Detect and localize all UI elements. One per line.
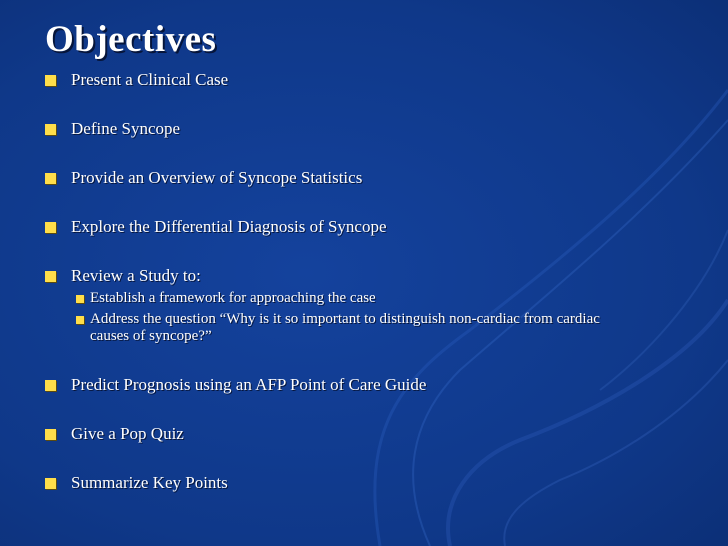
list-item — [45, 167, 362, 189]
list-item-label: Review a Study to: — [71, 266, 201, 285]
square-bullet-icon — [76, 316, 84, 324]
list-item-label: Predict Prognosis using an AFP Point of Care Guide — [71, 375, 427, 394]
list-item — [45, 374, 426, 396]
list-item-label: Give a Pop Quiz — [71, 424, 184, 443]
list-item — [45, 423, 184, 445]
square-bullet-icon — [45, 380, 56, 391]
list-item — [45, 265, 201, 287]
list-item-label: Present a Clinical Case — [71, 70, 229, 89]
list-item-label: Explore the Differential Diagnosis of Syncope — [71, 217, 387, 236]
list-item — [45, 69, 228, 91]
square-bullet-icon — [45, 124, 56, 135]
sub-list-item — [76, 311, 600, 345]
square-bullet-icon — [45, 429, 56, 440]
list-item-label: Define Syncope — [71, 119, 181, 138]
sub-list-item-label: Address the question “Why is it so important to distinguish non-cardiac from cardiac causes of syncope?” — [90, 311, 600, 344]
square-bullet-icon — [45, 173, 56, 184]
list-item-label: Provide an Overview of Syncope Statistics — [71, 168, 363, 187]
sub-list-item-label: Establish a framework for approaching the case — [90, 290, 376, 306]
square-bullet-icon — [76, 295, 84, 303]
square-bullet-icon — [45, 478, 56, 489]
list-item — [45, 216, 387, 238]
square-bullet-icon — [45, 75, 56, 86]
slide-title: Objectives — [45, 19, 217, 60]
list-item — [45, 472, 228, 494]
sub-list-item — [76, 290, 376, 307]
square-bullet-icon — [45, 271, 56, 282]
list-item — [45, 118, 180, 140]
list-item-label: Summarize Key Points — [71, 473, 228, 492]
square-bullet-icon — [45, 222, 56, 233]
